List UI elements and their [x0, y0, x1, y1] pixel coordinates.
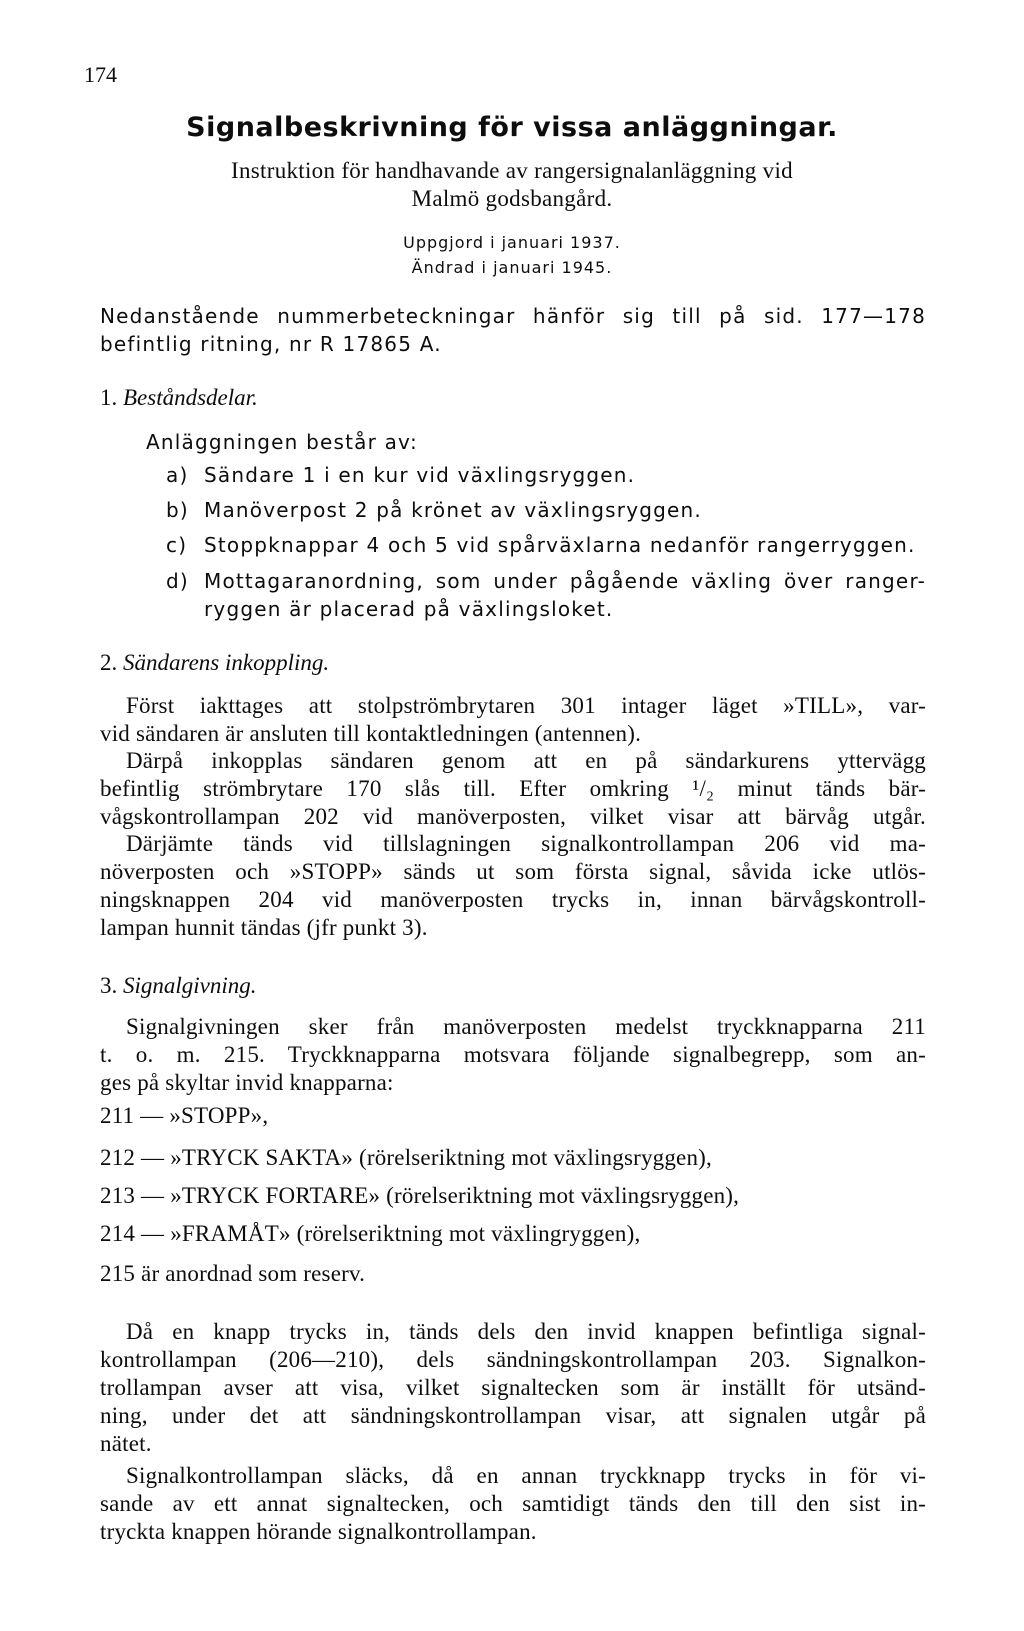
section-2-paragraph-3: Därjämte tänds vid tillslagningen signalkontrollampan 206 vid ma- növerposten och »STOPP» sänds ut som första signal, såvida icke utlös- ningsknappen 204 vid manöverposten trycks in, innan bärvågskontroll- lampan hunnit tändas (jfr punkt 3). — [100, 831, 926, 940]
section-3-paragraph-1: Signalgivningen sker från manöverposten medelst tryckknapparna 211 t. o. m. 215. Tryckknapparna motsvara följande signalbegrepp, som an- ges på skyltar invid knapparna: — [100, 1014, 926, 1095]
list-item-text: Stoppknappar 4 och 5 vid spårväxlarna nedanför rangerryggen. — [204, 533, 916, 557]
intro-line-2: befintlig ritning, nr R 17865 A. — [100, 332, 442, 356]
section-2-title: Sändarens inkoppling. — [123, 650, 330, 675]
section-1-lead: Anläggningen består av: — [146, 430, 418, 454]
signal-list-item: 215 är anordnad som reserv. — [100, 1261, 366, 1286]
list-item-text: Manöverpost 2 på krönet av växlingsryggen. — [204, 498, 702, 522]
intro-line-1: Nedanstående nummerbeteckningar hänför sig till på sid. 177—178 — [100, 304, 926, 328]
section-3-title: Signalgivning. — [123, 973, 257, 998]
page-number: 174 — [84, 62, 117, 87]
list-item-label: d) — [166, 569, 189, 593]
section-2-number: 2. — [100, 650, 118, 675]
section-2-heading — [100, 650, 329, 676]
list-item-label: a) — [166, 463, 189, 487]
list-item-label: c) — [166, 533, 188, 557]
signal-list-item: 211 — »STOPP», — [100, 1103, 269, 1128]
list-item-text: Mottagaranordning, som under pågående växling över ranger- — [204, 569, 926, 593]
section-2-paragraph-1: Först iakttages att stolpströmbrytaren 301 intager läget »TILL», var- vid sändaren är ansluten till kontaktledningen (antennen). — [100, 693, 926, 746]
list-item-continuation: ryggen är placerad på växlingsloket. — [204, 597, 614, 621]
section-3-heading — [100, 973, 257, 999]
list-item — [166, 461, 635, 489]
list-item-label: b) — [166, 498, 189, 522]
section-1-title: Beståndsdelar. — [123, 385, 258, 410]
subtitle-line-1: Instruktion för handhavande av rangersignalanläggning vid — [231, 158, 793, 183]
section-1-number: 1. — [100, 385, 118, 410]
section-3-number: 3. — [100, 973, 118, 998]
page-title: Signalbeskrivning för vissa anläggningar. — [186, 112, 838, 143]
list-item-text: Sändare 1 i en kur vid växlingsryggen. — [204, 463, 636, 487]
section-2-paragraph-2: Därpå inkopplas sändaren genom att en på sändarkurens yttervägg befintlig strömbrytare 170 slås till. Efter omkring ¹/₂ minut tänds bär- vågskontrollampan 202 vid manöverposten, vilket visar att bärvåg utgår. — [100, 748, 926, 829]
section-3-paragraph-3: Signalkontrollampan släcks, då en annan tryckknapp trycks in för vi- sande av ett annat signaltecken, och samtidigt tänds den till den sist in- tryckta knappen hörande signalkontrollampan. — [100, 1463, 926, 1544]
section-3-paragraph-2: Då en knapp trycks in, tänds dels den invid knappen befintliga signal- kontrollampan (206—210), dels sändningskontrollampan 203. Signalkon- trollampan avser att visa, vilket signaltecken som är inställt för utsänd- ning, under det att sändningskontrollampan visar, att signalen utgår på nätet. — [100, 1319, 926, 1456]
date-created: Uppgjord i januari 1937. — [403, 233, 621, 252]
section-1-heading — [100, 385, 258, 411]
list-item — [166, 567, 926, 595]
list-item — [166, 531, 916, 559]
signal-list-item: 214 — »FRAMÅT» (rörelseriktning mot växlingryggen), — [100, 1221, 641, 1246]
signal-list-item: 212 — »TRYCK SAKTA» (rörelseriktning mot växlingsryggen), — [100, 1145, 712, 1170]
signal-list-item: 213 — »TRYCK FORTARE» (rörelseriktning mot växlingsryggen), — [100, 1183, 740, 1208]
date-revised: Ändrad i januari 1945. — [411, 258, 613, 277]
subtitle-line-2: Malmö godsbangård. — [411, 186, 613, 211]
list-item — [166, 496, 702, 524]
